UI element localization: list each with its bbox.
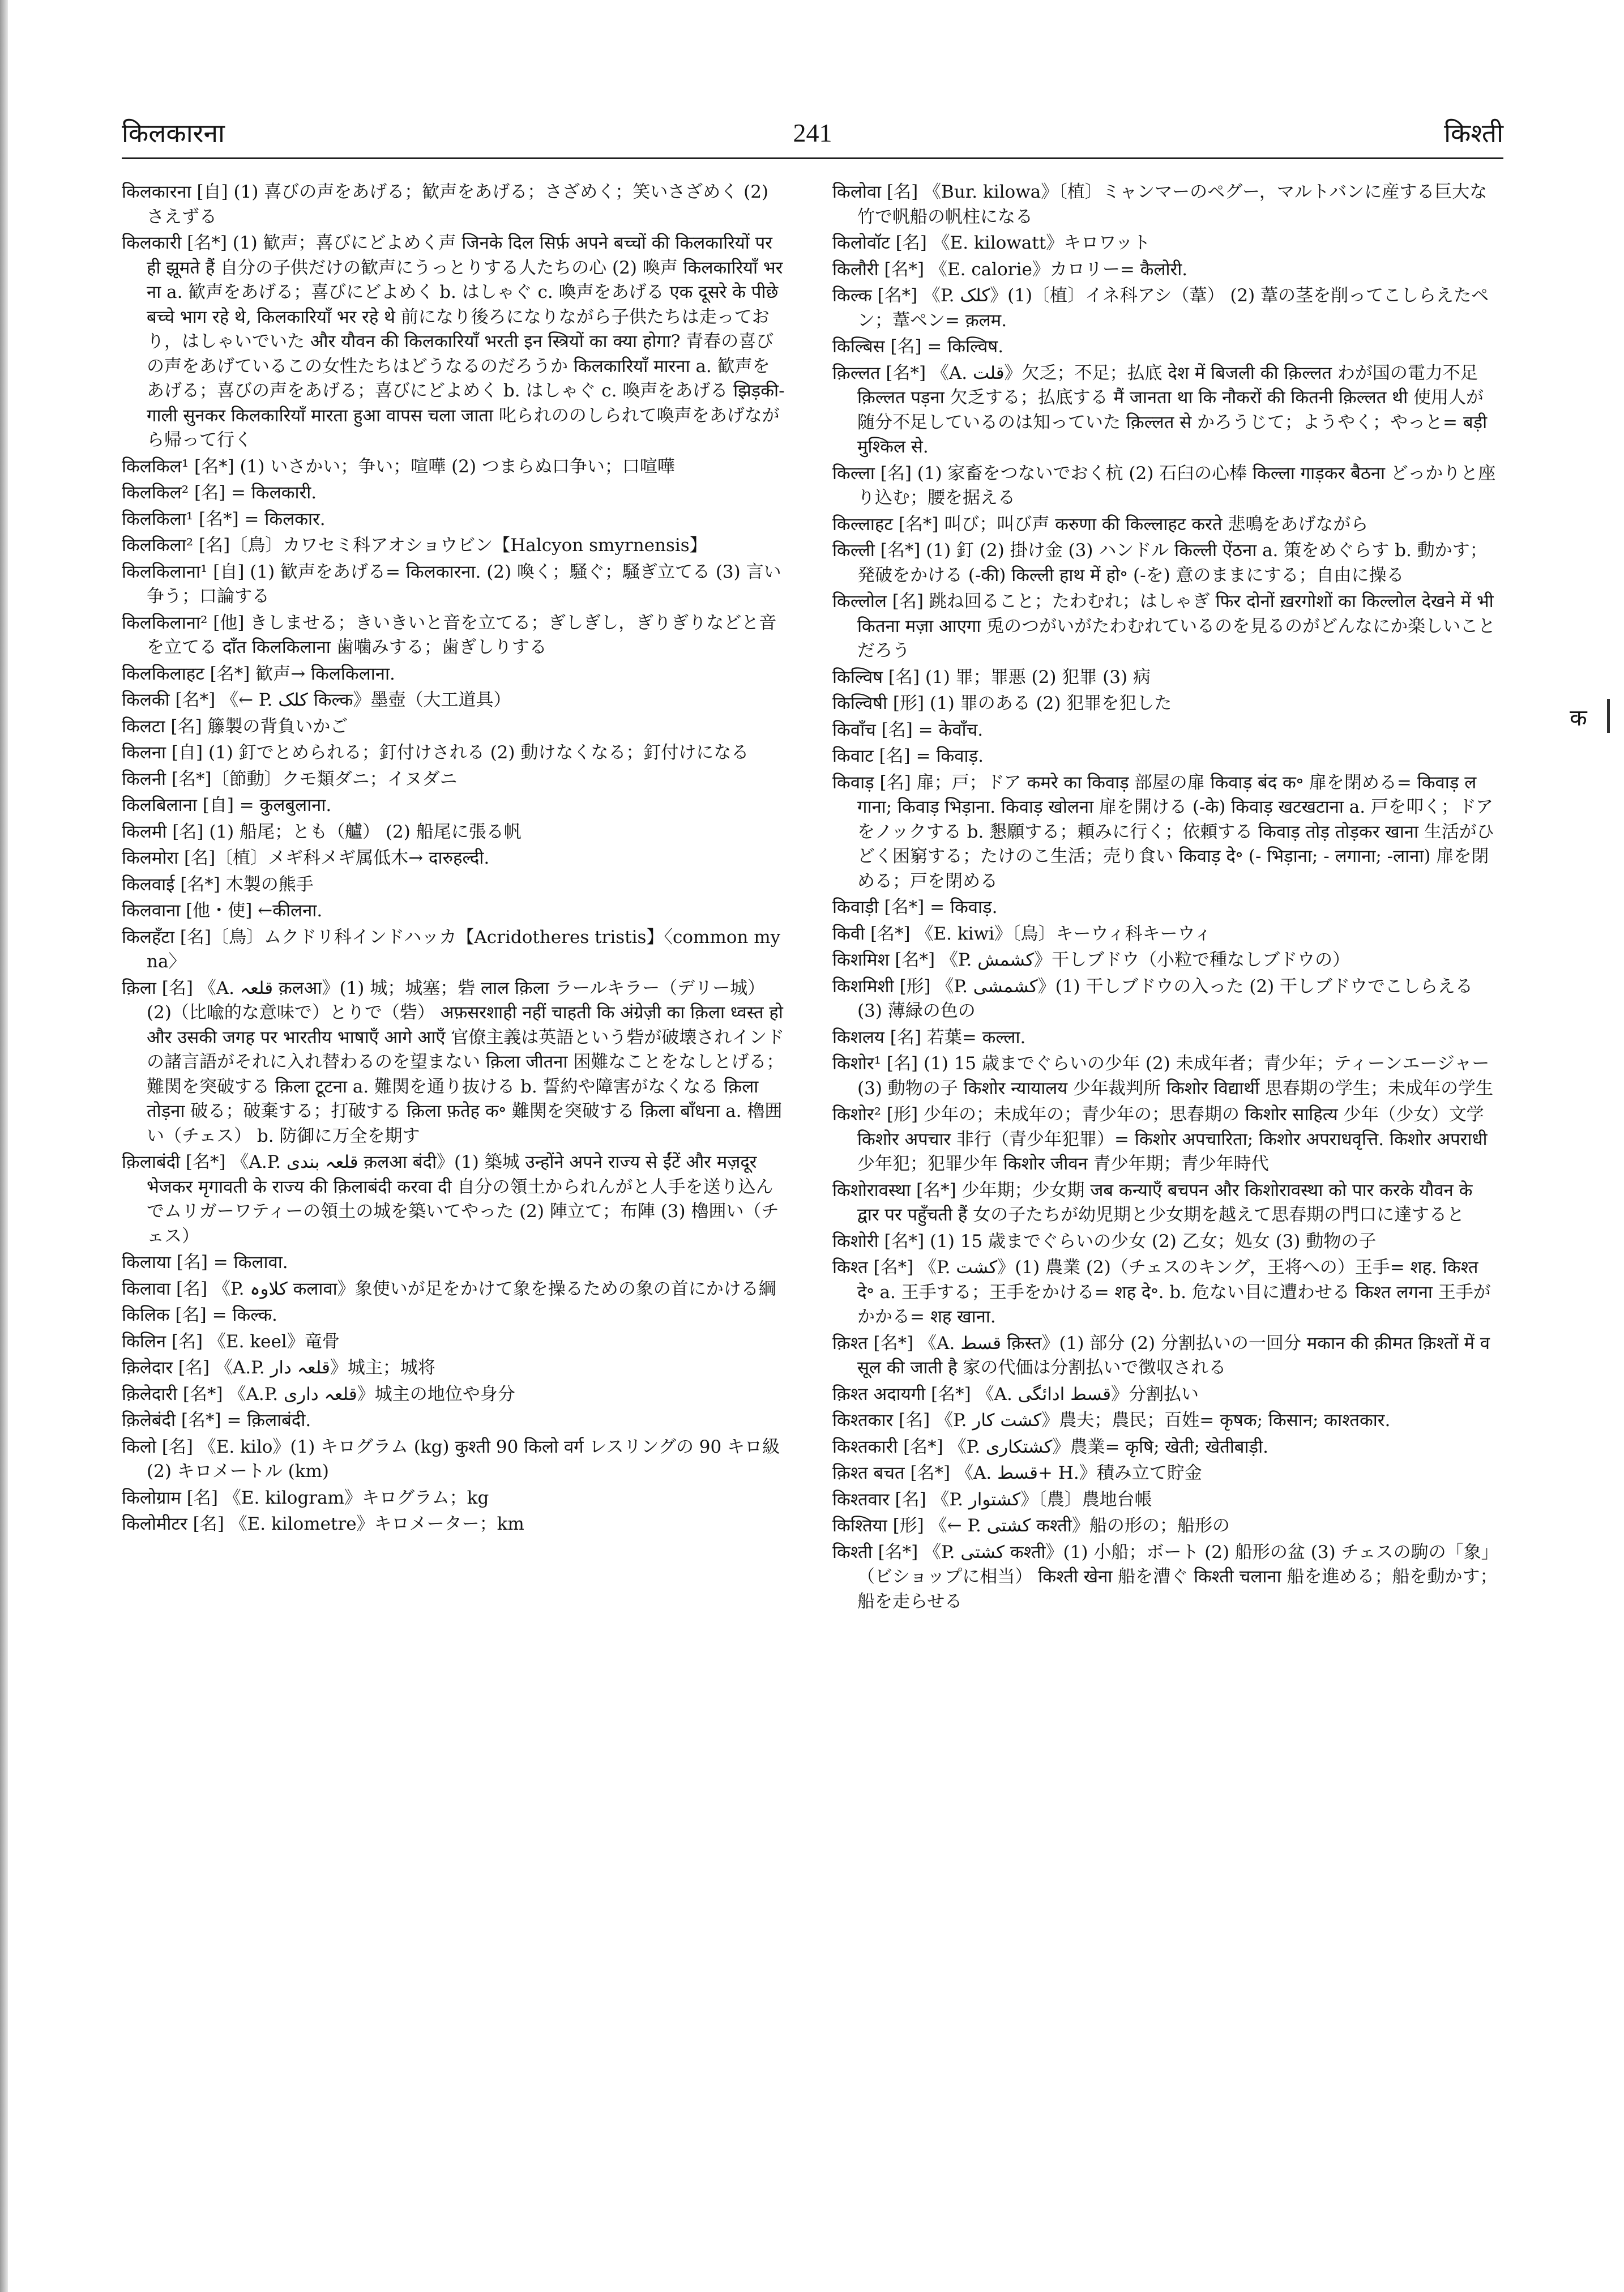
dictionary-entry: किलकिल¹ [名*] (1) いさかい；争い；喧嘩 (2) つまらぬ口争い；口喧嘩 xyxy=(122,456,675,477)
dictionary-entry: किवाड़ी [名*] = किवाड़. xyxy=(832,897,998,917)
dictionary-entry: किलौरी [名*] 《E. calorie》カロリー= कैलोरी. xyxy=(832,259,1188,280)
dictionary-entry: किलकी [名*] 《← P. کلک किल्क》墨壺（大工道具） xyxy=(122,690,511,710)
dictionary-entry: किलना [自] (1) 釘でとめられる；釘付けされる (2) 動けなくなる；釘付けになる xyxy=(122,742,749,763)
dictionary-entry: किवी [名*] 《E. kiwi》〔鳥〕キーウィ科キーウィ xyxy=(832,923,1212,944)
dictionary-entry: किशोरी [名*] (1) 15 歳までぐらいの少女 (2) 乙女；処女 (3) 動物の子 xyxy=(832,1231,1377,1252)
dictionary-entry: किशोर¹ [名] (1) 15 歳までぐらいの少年 (2) 未成年者；青少年；ティーンエージャー (3) 動物の子 किशोर न्यायालय 少年裁判所 किशोर विद्यार्थी 思春期の学生；未成年の学生 xyxy=(832,1053,1493,1099)
dictionary-entry: किलवाना [他・使] ←कीलना. xyxy=(122,900,323,921)
header-rule xyxy=(122,157,1503,159)
dictionary-entry: किल्लाहट [名*] 叫び；叫び声 करुणा की किल्लाहट करते 悲鳴をあげながら xyxy=(832,514,1369,535)
dictionary-entry: क़िल्लत [名*] 《A. قلت》欠乏；不足；払底 देश में बिजली की क़िल्लत わが国の電力不足 क़िल्लत पड़ना 欠乏する；払底する मैं जानता था कि नौकरों की कितनी क़िल्लत थी 使用人が随分不足しているのは知っていた क़िल्लत से かろうじて；ようやく；やっと= बड़ी मुश्किल से. xyxy=(832,362,1488,457)
dictionary-entry: किलावा [名] 《P. کلاوہ कलावा》象使いが足をかけて象を操るための象の首にかける綱 xyxy=(122,1278,776,1299)
dictionary-entry: किलटा [名] 籐製の背負いかご xyxy=(122,716,348,737)
dictionary-entry: किशमिश [名*] 《P. کشمش》干しブドウ（小粒で種なしブドウの） xyxy=(832,950,1351,970)
dictionary-entry: किश्त [名*] 《P. کشت》(1) 農業 (2)（チェスのキング，王将への）王手= शह. किश्त दे॰ a. 王手する；王手をかける= शह दे॰. b. 危ない目に遭わせる किश्त लगना 王手がかかる= शह खाना. xyxy=(832,1257,1491,1327)
dictionary-entry: किलकिलाहट [名*] 歓声→ किलकिलाना. xyxy=(122,663,395,684)
dictionary-entry: किलाया [名] = किलावा. xyxy=(122,1252,288,1273)
page-number: 241 xyxy=(793,118,832,147)
dictionary-entry: किलवाई [名*] 木製の熊手 xyxy=(122,874,314,895)
dictionary-entry: क़िलेबंदी [名*] = क़िलाबंदी. xyxy=(122,1410,311,1431)
dictionary-entry: किवाट [名] = किवाड़. xyxy=(832,746,984,766)
dictionary-entry: क़िलाबंदी [名*] 《A.P. قلعہ بندی क़लआ बंदी》(1) 築城 उन्होंने अपने राज्य से ईंटें और मज़दूर भेजकर मृगावती के राज्य की क़िलाबंदी करवा दी 自分の領土かられんがと人手を送り込んでムリガーワティーの領土の城を築いてやった (2) 陣立て；布陣 (3) 櫓囲い（チェス） xyxy=(122,1152,779,1247)
dictionary-entry: किश्तवार [名] 《P. کشتوار》〔農〕農地台帳 xyxy=(832,1489,1152,1510)
dictionary-entry: किलिन [名] 《E. keel》竜骨 xyxy=(122,1331,340,1352)
dictionary-entry: क़िलेदारी [名*] 《A.P. قلعہ داری》城主の地位や身分 xyxy=(122,1384,515,1405)
dictionary-entry: किल्बिस [名] = किल्विष. xyxy=(832,336,1004,357)
dictionary-entry: क़िला [名] 《A. قلعہ क़लआ》(1) 城；城塞；砦 लाल क़िला ラールキラー（デリー城） (2)（比喩的な意味で）とりで（砦） अफ़सरशाही नहीं चाहती कि अंग्रेज़ी का क़िला ध्वस्त हो और उसकी जगह पर भारतीय भाषाएँ आगे आएँ 官僚主義は英語という砦が破壊されインドの諸言語がそれに入れ替わるのを望まない क़िला जीतना 困難なことをなしとげる；難関を突破する क़िला टूटना a. 難関を通り抜ける b. 誓約や障害がなくなる क़िला तोड़ना 破る；破棄する；打破する क़िला फ़तेह क॰ 難関を突破する क़िला बाँधना a. 櫓囲い（チェス） b. 防御に万全を期す xyxy=(122,978,785,1146)
dictionary-entry: किल्ला [名] (1) 家畜をつないでおく杭 (2) 石臼の心棒 किल्ला गाड़कर बैठना どっかりと座り込む；腰を据える xyxy=(832,463,1496,508)
dictionary-entry: किलकिल² [名] = किलकारी. xyxy=(122,483,317,503)
dictionary-entry: किलोवॉट [名] 《E. kilowatt》キロワット xyxy=(832,233,1151,253)
dictionary-entry: किलिक [名] = किल्क. xyxy=(122,1305,277,1325)
dictionary-entry: किलोग्राम [名] 《E. kilogram》キログラム；kg xyxy=(122,1487,489,1508)
dictionary-entry: किलकारी [名*] (1) 歓声；喜びにどよめく声 जिनके दिल सिर्फ़ अपने बच्चों की किलकारियों पर ही झूमते हैं 自分の子供だけの歓声にうっとりする人たちの心 (2) 喚声 किलकारियाँ भरना a. 歓声をあげる；喜びにどよめく b. はしゃぐ c. 喚声をあげる एक दूसरे के पीछे बच्चे भाग रहे थे, किलकारियाँ भर रहे थे 前になり後ろになりながら子供たちは走っており，はしゃいでいた और यौवन की किलकारियाँ भरती इन स्त्रियों का क्या होगा? 青春の喜びの声をあげているこの女性たちはどうなるのだろうか किलकारियाँ मारना a. 歓声をあげる；喜びの声をあげる；喜びにどよめく b. はしゃぐ c. 喚声をあげる झिड़की-गाली सुनकर किलकारियाँ मारता हुआ वापस चला जाता 叱られののしられて喚声をあげながら帰って行く xyxy=(122,233,785,450)
dictionary-entry: किलकिला¹ [名*] = किलकार. xyxy=(122,509,326,530)
dictionary-entry: किलहँटा [名]〔鳥〕ムクドリ科インドハッカ【Acridotheres tristis】〈common myna〉 xyxy=(122,927,781,972)
dictionary-entry: किलबिलाना [自] = कुलबुलाना. xyxy=(122,795,332,816)
dictionary-entry: किश्ती [名*] 《P. کشتی कश्ती》(1) 小船；ボート (2) 船形の盆 (3) チェスの駒の「象」（ビショップに相当） किश्ती खेना 船を漕ぐ किश्ती चलाना 船を進める；船を動かす；船を走らせる xyxy=(832,1542,1498,1612)
left-column xyxy=(122,180,787,2208)
right-column xyxy=(832,180,1498,2208)
dictionary-entry: किलकिलाना¹ [自] (1) 歓声をあげる= किलकारना. (2) 喚く；騒ぐ；騒ぎ立てる (3) 言い争う；口論する xyxy=(122,561,781,607)
dictionary-entry: किलो [名] 《E. kilo》(1) キログラム (kg) कुश्ती 90 किलो वर्ग レスリングの 90 キロ級 (2) キロメートル (km) xyxy=(122,1436,780,1482)
dictionary-entry: क़िश्त अदायगी [名*] 《A. قسط ادائگی》分割払い xyxy=(832,1384,1199,1405)
guide-word-right: किश्ती xyxy=(1444,118,1503,148)
dictionary-entry: क़िश्त [名*] 《A. قسط क़िस्त》(1) 部分 (2) 分割払いの一回分 मकान की क़ीमत क़िश्तों में वसूल की जाती है 家の代価は分割払いで徴収される xyxy=(832,1333,1490,1378)
thumb-index-bar xyxy=(1607,699,1610,733)
dictionary-entry: किशमिशी [形] 《P. کشمشی》(1) 干しブドウの入った (2) 干しブドウでこしらえる (3) 薄緑の色の xyxy=(832,976,1473,1021)
dictionary-entry: किश्तकारी [名*] 《P. کشتکاری》農業= कृषि; खेती; खेतीबाड़ी. xyxy=(832,1436,1268,1457)
dictionary-entry: किलकिला² [名]〔鳥〕カワセミ科アオショウビン【Halcyon smyrnensis】 xyxy=(122,535,707,556)
dictionary-entry: किशलय [名] 若葉= कल्ला. xyxy=(832,1027,1026,1048)
dictionary-entry: किलमी [名] (1) 船尾；とも（艫） (2) 船尾に張る帆 xyxy=(122,821,522,842)
page-header xyxy=(122,116,1503,156)
page-binding-edge xyxy=(0,0,8,2292)
dictionary-entry: किवाड़ [名] 扉；戸；ドア कमरे का किवाड़ 部屋の扉 किवाड़ बंद क॰ 扉を閉める= किवाड़ लगाना; किवाड़ भिड़ाना. किवाड़ खोलना 扉を開ける (-के) किवाड़ खटखटाना a. 戸を叩く；ドアをノックする b. 懇願する；頼みに行く；依頼する किवाड़ तोड़ तोड़कर खाना 生活がひどく困窮する；たけのこ生活；売り食い किवाड़ दे॰ (- भिड़ाना; - लगाना; -लाना) 扉を閉める；戸を閉める xyxy=(832,772,1494,891)
dictionary-entry: किल्क [名*] 《P. کلک》(1)〔植〕イネ科アシ（葦） (2) 葦の茎を削ってこしらえたペン；葦ペン= क़लम. xyxy=(832,285,1489,331)
thumb-index-letter: क xyxy=(1570,705,1587,731)
dictionary-entry: किलोवा [名] 《Bur. kilowa》〔植〕ミャンマーのペグー，マルトバンに産する巨大な竹で帆船の帆柱になる xyxy=(832,182,1488,227)
dictionary-entry: किवाँच [名] = केवाँच. xyxy=(832,719,984,740)
dictionary-entry: किलमोरा [名]〔植〕メギ科メギ属低木→ दारुहल्दी. xyxy=(122,848,490,868)
dictionary-entry: किश्तकार [名] 《P. کشت کار》農夫；農民；百姓= कृषक; किसान; काश्तकार. xyxy=(832,1410,1391,1431)
dictionary-entry: किलोमीटर [名] 《E. kilometre》キロメーター；km xyxy=(122,1514,524,1534)
dictionary-entry: किलकिलाना² [他] きしませる；きいきいと音を立てる；ぎしぎし，ぎりぎりなどと音を立てる दाँत किलकिलाना 歯噛みする；歯ぎしりする xyxy=(122,612,777,658)
dictionary-entry: क़िलेदार [名] 《A.P. قلعہ دار》城主；城将 xyxy=(122,1358,435,1378)
dictionary-entry: किशोरावस्था [名*] 少年期；少女期 जब कन्याएँ बचपन और किशोरावस्था को पार करके यौवन के द्वार पर पहुँचती हैं 女の子たちが幼児期と少女期を越えて思春期の門口に達すると xyxy=(832,1180,1473,1225)
dictionary-entry: किशोर² [形] 少年の；未成年の；青少年の；思春期の किशोर साहित्य 少年（少女）文学 किशोर अपचार 非行（青少年犯罪）= किशोर अपचारिता; किशोर अपराधवृत्ति. किशोर अपराधी 少年犯；犯罪少年 किशोर जीवन 青少年期；青少年時代 xyxy=(832,1104,1488,1174)
dictionary-entry: किल्ली [名*] (1) 釘 (2) 掛け金 (3) ハンドル किल्ली ऐंठना a. 策をめぐらす b. 動かす；発破をかける (-की) किल्ली हाथ में हो॰ (-を) 意のままにする；自由に操る xyxy=(832,540,1488,586)
dictionary-entry: किलनी [名*]〔節動〕クモ類ダニ；イヌダニ xyxy=(122,769,458,789)
dictionary-entry: किल्लोल [名] 跳ね回ること；たわむれ；はしゃぎ फिर दोनों ख़रगोशों का किल्लोल देखने में भी कितना मज़ा आएगा 兎のつがいがたわむれているのを見るのがどんなにか楽しいことだろう xyxy=(832,591,1496,661)
dictionary-entry: क़िश्त बचत [名*] 《A. قسط+ H.》積み立て貯金 xyxy=(832,1463,1202,1483)
dictionary-entry: किलकारना [自] (1) 喜びの声をあげる；歓声をあげる；さざめく；笑いさざめく (2) さえずる xyxy=(122,182,769,227)
guide-word-left: किलकारना xyxy=(122,118,225,148)
dictionary-entry: किल्विष [名] (1) 罪；罪悪 (2) 犯罪 (3) 病 xyxy=(832,667,1151,688)
dictionary-entry: किश्तिया [形] 《← P. کشتی कश्ती》船の形の；船形の xyxy=(832,1516,1230,1536)
dictionary-entry: किल्विषी [形] (1) 罪のある (2) 犯罪を犯した xyxy=(832,693,1172,714)
